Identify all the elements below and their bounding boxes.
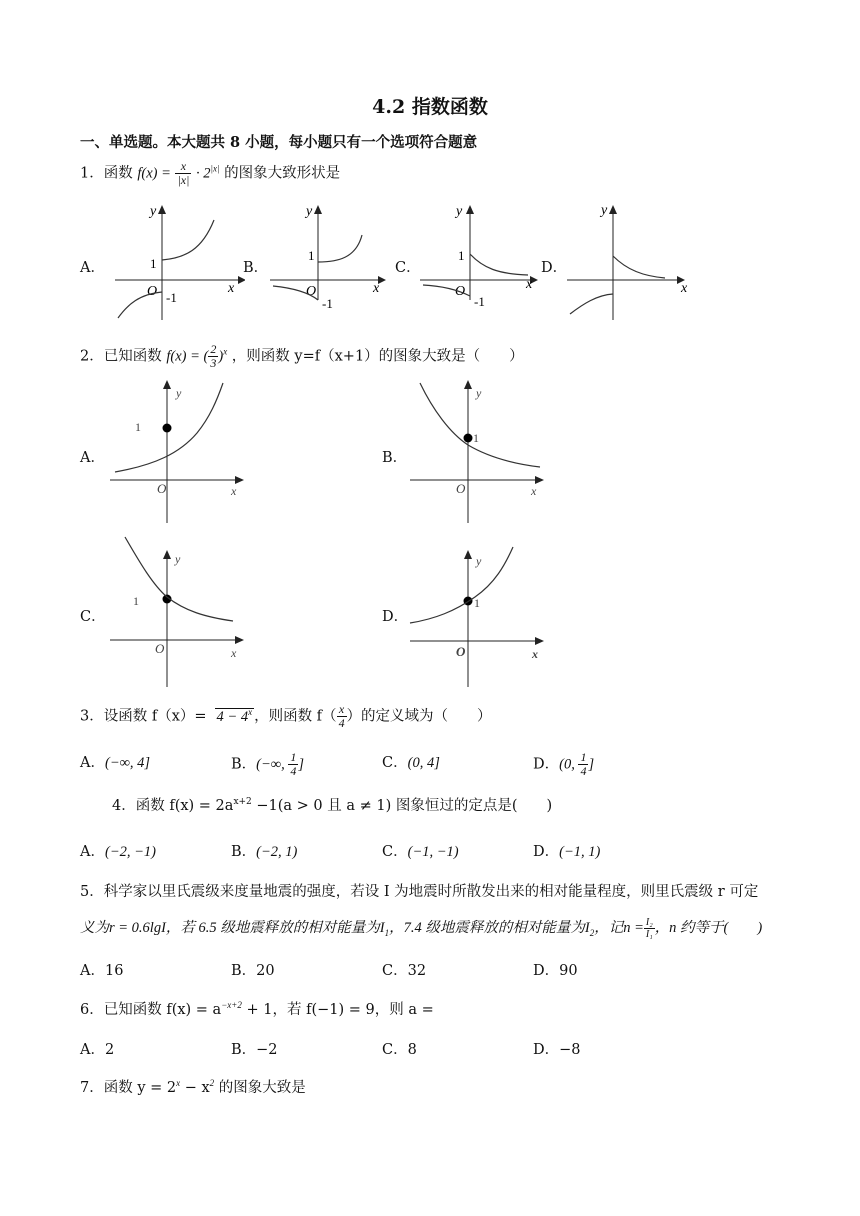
q3-option-c-value: (0, 4]	[407, 755, 440, 771]
q3-text-b: ，则函数 f（	[254, 708, 337, 725]
q4-option-c-value: (−1, −1)	[407, 844, 459, 860]
q5-option-a	[80, 959, 123, 980]
q6-option-a	[80, 1038, 114, 1059]
q2c-curve	[125, 537, 233, 621]
q4-option-d-value: (−1, 1)	[559, 844, 601, 860]
q1b-y-label: y	[306, 204, 313, 219]
q5-option-c-value: 32	[407, 963, 427, 979]
q1b-neg-one-label: -1	[322, 296, 333, 311]
q4-option-b-value: (−2, 1)	[256, 844, 298, 860]
q1-factor: · 2	[196, 165, 211, 182]
question-1	[80, 160, 340, 187]
q1-graph-a	[110, 200, 245, 325]
q6-exp: −x+2	[221, 1000, 242, 1011]
q4-option-d-label: D．	[533, 844, 560, 860]
q6-option-b	[231, 1038, 278, 1059]
q1-option-d-label: D．	[541, 260, 568, 276]
q1a-curve-right	[162, 220, 214, 260]
q7-text-b: − x	[180, 1080, 210, 1096]
q3-option-c	[382, 751, 440, 772]
q5-line-2	[80, 916, 762, 940]
q2-frac-num: 2	[210, 342, 217, 356]
q2a-y-label: y	[176, 386, 182, 400]
q5-option-b-label: B．	[231, 963, 257, 979]
q3-option-c-label: C．	[382, 755, 408, 771]
q4-text-b: −1(a > 0 且 a ≠ 1) 图象恒过的定点是( )	[251, 798, 553, 814]
q5-frac-num: I₂	[645, 916, 653, 928]
q2b-one-label: 1	[473, 431, 479, 445]
q1-number: 1．函数	[80, 165, 133, 182]
question-2	[80, 343, 524, 370]
q5-option-d	[533, 959, 578, 980]
q4-option-c	[382, 840, 459, 861]
q4-option-a-value: (−2, −1)	[104, 844, 156, 860]
q2c-x-label: x	[231, 646, 237, 660]
q4-exp: x+2	[233, 797, 252, 808]
q5-option-d-label: D．	[533, 963, 560, 979]
q5-fraction	[644, 917, 655, 940]
q2b-marked-point	[464, 434, 473, 443]
q2-func: f(x) = (	[166, 348, 209, 365]
q5-option-c-label: C．	[382, 963, 408, 979]
q4-option-a	[80, 840, 156, 861]
q5-line-1: 5．科学家以里氏震级来度量地震的强度，若设 I 为地震时所散发出来的相对能量程度，则里氏震级 r 可定	[80, 884, 759, 900]
q1c-origin-label: O	[455, 284, 466, 299]
q3-option-a-value: (−∞, 4]	[104, 755, 151, 771]
q2-fraction	[208, 343, 218, 370]
q5-frac-den: I₁	[645, 928, 653, 940]
q2b-y-label: y	[476, 386, 482, 400]
q2a-x-label: x	[231, 484, 237, 498]
q5-option-a-label: A．	[80, 963, 105, 979]
q6-option-b-label: B．	[231, 1042, 257, 1058]
q3b-frac-num: 1	[290, 750, 297, 764]
q1-fraction	[175, 160, 191, 187]
q2-graph-a	[105, 375, 255, 525]
q3-frac-num: x	[337, 703, 347, 717]
q1-option-a-label: A．	[80, 260, 105, 276]
q3-option-a-label: A．	[80, 755, 105, 771]
q5-option-b-value: 20	[256, 963, 275, 979]
q1c-one-label: 1	[458, 248, 465, 263]
q3-option-b-value-b: ]	[298, 756, 305, 773]
q6-option-c-label: C．	[382, 1042, 408, 1058]
q1d-x-label: x	[681, 281, 688, 296]
q7-exp2: 2	[209, 1078, 215, 1089]
q4-option-d	[533, 840, 600, 861]
q2-tail: ，则函数 y=f（x+1）的图象大致是（ ）	[231, 348, 524, 365]
q4-option-b	[231, 840, 297, 861]
q1c-curve-right	[470, 254, 528, 275]
q2d-y-label: y	[476, 554, 482, 568]
q4-text-a: 4．函数 f(x) = 2a	[112, 798, 234, 814]
q5-option-d-value: 90	[559, 963, 578, 979]
q1d-curve-left	[570, 294, 613, 314]
q1a-origin-label: O	[147, 284, 158, 299]
q2c-one-label: 1	[133, 594, 139, 608]
q1-option-c-label: C．	[395, 260, 421, 276]
q2-graph-c	[105, 535, 255, 690]
q3-sqrt	[215, 708, 255, 725]
q5-line2-c: ，记n =	[594, 920, 644, 936]
q5-option-c	[382, 959, 426, 980]
q1c-x-label: x	[526, 277, 533, 292]
q3-option-b-label: B．	[231, 756, 257, 773]
q1a-x-label: x	[228, 281, 235, 296]
q2d-origin-label: O	[456, 644, 466, 659]
q5-option-b	[231, 959, 275, 980]
q6-option-d-value: −8	[559, 1042, 581, 1058]
q3d-frac-den: 4	[580, 764, 587, 778]
q1-tail: 的图象大致形状是	[224, 165, 341, 182]
q2a-one-label: 1	[135, 420, 141, 434]
q4-option-b-label: B．	[231, 844, 257, 860]
q1-option-b-label: B．	[243, 260, 269, 276]
q1-graph-b	[268, 200, 393, 325]
q6-option-c	[382, 1038, 417, 1059]
q5-option-a-value: 16	[104, 963, 124, 979]
q1-exp: |x|	[210, 163, 220, 174]
q2-number: 2．已知函数	[80, 348, 162, 365]
q2-func-close: )	[218, 348, 224, 365]
q1c-neg-one-label: -1	[474, 294, 485, 309]
q1b-x-label: x	[373, 281, 380, 296]
q3d-frac-num: 1	[580, 750, 587, 764]
question-7	[80, 1076, 306, 1097]
q2b-origin-label: O	[456, 481, 466, 496]
q6-text-a: 6．已知函数 f(x) = a	[80, 1002, 222, 1018]
q2-exp: x	[223, 346, 228, 357]
q2b-x-label: x	[531, 484, 537, 498]
q7-exp: x	[176, 1078, 181, 1089]
q2c-origin-label: O	[155, 641, 165, 656]
question-6	[80, 998, 434, 1019]
q5-line2-b: ，7.4 级地震释放的相对能量为I	[389, 920, 590, 936]
q3-text-c: ）的定义域为（ ）	[346, 708, 492, 725]
section-heading: 一、单选题。本大题共 8 小题，每小题只有一个选项符合题意	[80, 134, 478, 151]
q5-sub1: 1	[384, 927, 390, 938]
q3-text-a: 3．设函数 f（x）=	[80, 708, 207, 725]
q2-graph-b	[405, 375, 555, 525]
q1a-one-label: 1	[150, 256, 157, 271]
q3-option-d-fraction	[578, 751, 588, 778]
q3-option-b-fraction	[288, 751, 298, 778]
q3-frac-den: 4	[338, 716, 345, 730]
q3-option-a	[80, 751, 150, 772]
q3-option-b-value-a: (−∞,	[256, 756, 289, 773]
q6-text-b: + 1，若 f(−1) = 9，则 a =	[241, 1002, 434, 1018]
q6-option-b-value: −2	[256, 1042, 278, 1058]
q2-option-c-label: C．	[80, 609, 106, 625]
q2-option-d-label: D．	[382, 609, 409, 625]
page-title: 4.2 指数函数	[372, 96, 488, 118]
q2a-marked-point	[163, 424, 172, 433]
q2-frac-den: 3	[210, 356, 217, 370]
q3-option-d-label: D．	[533, 756, 560, 773]
q2d-x-label: x	[532, 647, 538, 661]
q1b-origin-label: O	[306, 284, 317, 299]
q1b-one-label: 1	[308, 248, 315, 263]
q1d-curve-right	[613, 256, 665, 278]
q3-sqrt-body: 4 − 4	[216, 708, 249, 725]
q1-func-lhs: f(x) =	[137, 165, 171, 182]
q5-line2-d: ，n 约等于( )	[654, 920, 763, 936]
q1a-neg-one-label: -1	[166, 290, 177, 305]
q2-graph-d	[405, 535, 555, 690]
q1-graph-c	[418, 200, 543, 325]
q3-option-d-value-b: ]	[588, 756, 595, 773]
q6-option-a-value: 2	[104, 1042, 115, 1058]
q3-fraction	[337, 703, 347, 730]
question-4	[112, 794, 552, 815]
q2d-curve	[410, 547, 513, 623]
q5-sub2: 2	[589, 927, 595, 938]
q1c-y-label: y	[456, 204, 463, 219]
q3-option-d-value-a: (0,	[559, 756, 579, 773]
q3-option-b	[231, 751, 304, 778]
q3-sqrt-exp: x	[248, 706, 253, 717]
q2d-one-label: 1	[474, 596, 480, 610]
q4-option-a-label: A．	[80, 844, 105, 860]
q2a-origin-label: O	[157, 481, 167, 496]
q7-text-c: 的图象大致是	[214, 1080, 306, 1096]
q7-text-a: 7．函数 y = 2	[80, 1080, 177, 1096]
q2-option-b-label: B．	[382, 450, 408, 466]
q6-option-d	[533, 1038, 581, 1059]
q3-option-d	[533, 751, 594, 778]
q4-option-c-label: C．	[382, 844, 408, 860]
q3b-frac-den: 4	[290, 764, 297, 778]
q2-option-a-label: A．	[80, 450, 105, 466]
question-3	[80, 703, 492, 730]
q1-frac-num: x	[175, 160, 191, 174]
q1-frac-den: |x|	[177, 173, 190, 187]
q6-option-a-label: A．	[80, 1042, 105, 1058]
q5-line2-a: 义为r = 0.6lgI，若 6.5 级地震释放的相对能量为I	[80, 920, 385, 936]
q1d-y-label: y	[601, 203, 608, 218]
q2c-y-label: y	[175, 552, 181, 566]
q6-option-c-value: 8	[407, 1042, 417, 1058]
q1a-y-label: y	[150, 204, 157, 219]
q1-graph-d	[565, 200, 695, 325]
q1b-curve-right	[318, 235, 362, 262]
q6-option-d-label: D．	[533, 1042, 560, 1058]
